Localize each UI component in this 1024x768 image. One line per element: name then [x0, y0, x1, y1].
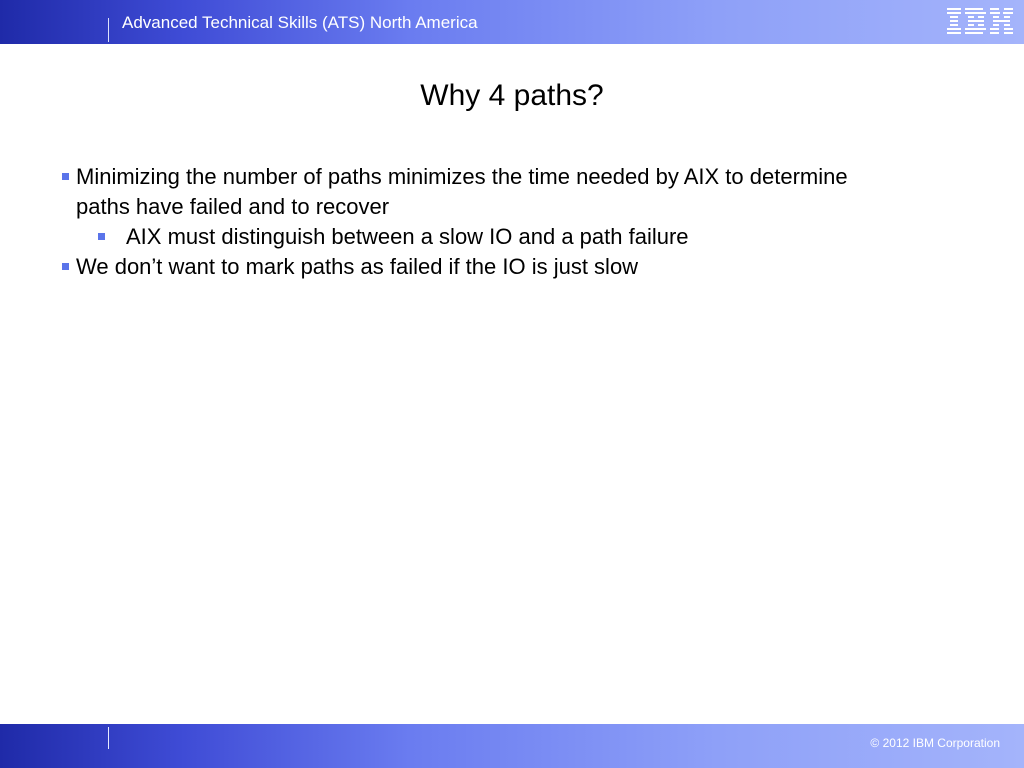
square-bullet-icon: [62, 263, 69, 270]
header-title: Advanced Technical Skills (ATS) North America: [122, 13, 478, 32]
bullet-list: [62, 162, 882, 282]
bullet-item: [62, 162, 882, 222]
header-divider: [108, 18, 109, 42]
ibm-logo-icon: [946, 6, 1016, 36]
slide-title: Why 4 paths?: [420, 79, 604, 112]
footer-bar: [0, 724, 1024, 768]
bullet-item: [62, 252, 882, 282]
square-bullet-icon: [62, 173, 69, 180]
bullet-text: Minimizing the number of paths minimizes the time needed by AIX to determine paths have failed and to recover: [76, 164, 848, 219]
copyright-text: © 2012 IBM Corporation: [870, 736, 1000, 750]
bullet-text: We don’t want to mark paths as failed if the IO is just slow: [76, 254, 639, 279]
sub-bullet-text: AIX must distinguish between a slow IO and a path failure: [126, 224, 689, 249]
header-bar: [0, 0, 1024, 44]
sub-bullet-item: [112, 222, 882, 252]
footer-divider: [108, 727, 109, 749]
square-bullet-icon: [98, 233, 105, 240]
